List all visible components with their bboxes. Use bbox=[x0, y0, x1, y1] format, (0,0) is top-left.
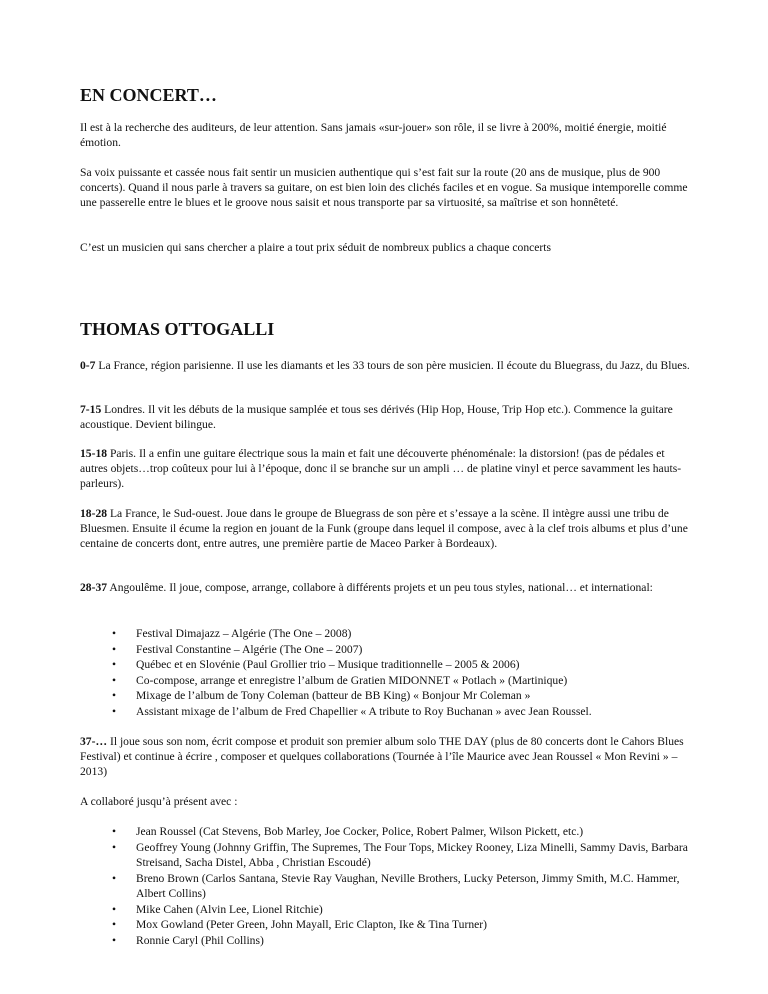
list-item: • Breno Brown (Carlos Santana, Stevie Ray Vaughan, Neville Brothers, Lucky Peterson, Jimmy Smith, M.C. Hammer, Albert Collins) bbox=[136, 871, 692, 902]
list-item: • Québec et en Slovénie (Paul Grollier trio – Musique traditionnelle – 2005 & 2006) bbox=[136, 657, 692, 673]
period-label: 37-… bbox=[80, 735, 108, 748]
period-text: Angoulême. Il joue, compose, arrange, collabore à différents projets et un peu tous styles, national… et international: bbox=[107, 581, 653, 594]
bio-period bbox=[80, 580, 692, 595]
bio-period bbox=[80, 358, 692, 373]
list-item: • Assistant mixage de l’album de Fred Chapellier « A tribute to Roy Buchanan » avec Jean Roussel. bbox=[136, 704, 692, 720]
concert-paragraph-2: Sa voix puissante et cassée nous fait sentir un musicien authentique qui s’est fait sur la route (20 ans de musique, plus de 900 concerts). Quand il nous parle à travers sa guitare, on est bien loin des clichés faciles et en vogue. Sa musique intemporelle comme une passerelle entre le blues et le groove nous saisit et nous transporte par sa virtuosité, sa maîtrise et son honnêteté. bbox=[80, 166, 688, 209]
period-label: 15-18 bbox=[80, 447, 108, 460]
section-title-bio: THOMAS OTTOGALLI bbox=[80, 319, 275, 339]
period-text: Paris. Il a enfin une guitare électrique sous la main et fait une découverte phénoménale: la distorsion! (pas de pédales et autres objets…trop coûteux pour lui à l’époque, donc il se branche sur un ampli … de platine vinyl et perce savamment les hauts- parleurs). bbox=[80, 447, 682, 490]
bio-period bbox=[80, 506, 692, 551]
period-label: 28-37 bbox=[80, 581, 108, 594]
list-item: • Geoffrey Young (Johnny Griffin, The Supremes, The Four Tops, Mickey Rooney, Liza Minelli, Sammy Davis, Barbara Streisand, Sacha Distel, Abba , Christian Escoudé) bbox=[136, 840, 692, 871]
list-item: • Mox Gowland (Peter Green, John Mayall, Eric Clapton, Ike & Tina Turner) bbox=[136, 917, 692, 933]
list-item: • Ronnie Caryl (Phil Collins) bbox=[136, 933, 692, 949]
period-label: 0-7 bbox=[80, 359, 96, 372]
bio-period bbox=[80, 446, 692, 491]
period-text: Il joue sous son nom, écrit compose et produit son premier album solo THE DAY (plus de 80 concerts dont le Cahors Blues Festival) et continue à écrire , composer et quelques collaborations (Tournée à l’île Maurice avec Jean Roussel « Mon Revini » – 2013) bbox=[80, 735, 684, 778]
list-item: • Festival Constantine – Algérie (The One – 2007) bbox=[136, 642, 692, 658]
period-text: Londres. Il vit les débuts de la musique samplée et tous ses dérivés (Hip Hop, House, Trip Hop etc.). Commence la guitare acoustique. Devient bilingue. bbox=[80, 403, 673, 431]
collab-intro: A collaboré jusqu’à présent avec : bbox=[80, 795, 238, 808]
concert-paragraph-3: C’est un musicien qui sans chercher a plaire a tout prix séduit de nombreux publics a chaque concerts bbox=[80, 241, 552, 254]
list-item: • Mike Cahen (Alvin Lee, Lionel Ritchie) bbox=[136, 902, 692, 918]
concert-paragraph-1: Il est à la recherche des auditeurs, de leur attention. Sans jamais «sur-jouer» son rôle, il se livre à 200%, moitié énergie, moitié émotion. bbox=[80, 121, 667, 149]
list-item: • Mixage de l’album de Tony Coleman (batteur de BB King) « Bonjour Mr Coleman » bbox=[136, 688, 692, 704]
bio-period-last bbox=[80, 734, 692, 779]
period-label: 18-28 bbox=[80, 507, 108, 520]
section-title-concert: EN CONCERT… bbox=[80, 85, 217, 105]
period-label: 7-15 bbox=[80, 403, 102, 416]
bio-period bbox=[80, 402, 692, 432]
period-text: La France, région parisienne. Il use les diamants et les 33 tours de son père musicien. Il écoute du Bluegrass, du Jazz, du Blues. bbox=[95, 359, 690, 372]
list-item: • Co-compose, arrange et enregistre l’album de Gratien MIDONNET « Potlach » (Martinique) bbox=[136, 673, 692, 689]
period-text: La France, le Sud-ouest. Joue dans le groupe de Bluegrass de son père et s’essaye a la scène. Il intègre aussi une tribu de Bluesmen. Ensuite il écume la region en jouant de la Funk (groupe dans lequel il compose, avec à la clef trois albums et plus d’une centaine de concerts dont, entre autres, une première partie de Maceo Parker à Bordeaux). bbox=[80, 507, 688, 550]
list-item: • Festival Dimajazz – Algérie (The One – 2008) bbox=[136, 626, 692, 642]
projects-list bbox=[80, 626, 692, 719]
list-item: • Jean Roussel (Cat Stevens, Bob Marley, Joe Cocker, Police, Robert Palmer, Wilson Pickett, etc.) bbox=[136, 824, 692, 840]
collaborators-list bbox=[80, 824, 692, 948]
